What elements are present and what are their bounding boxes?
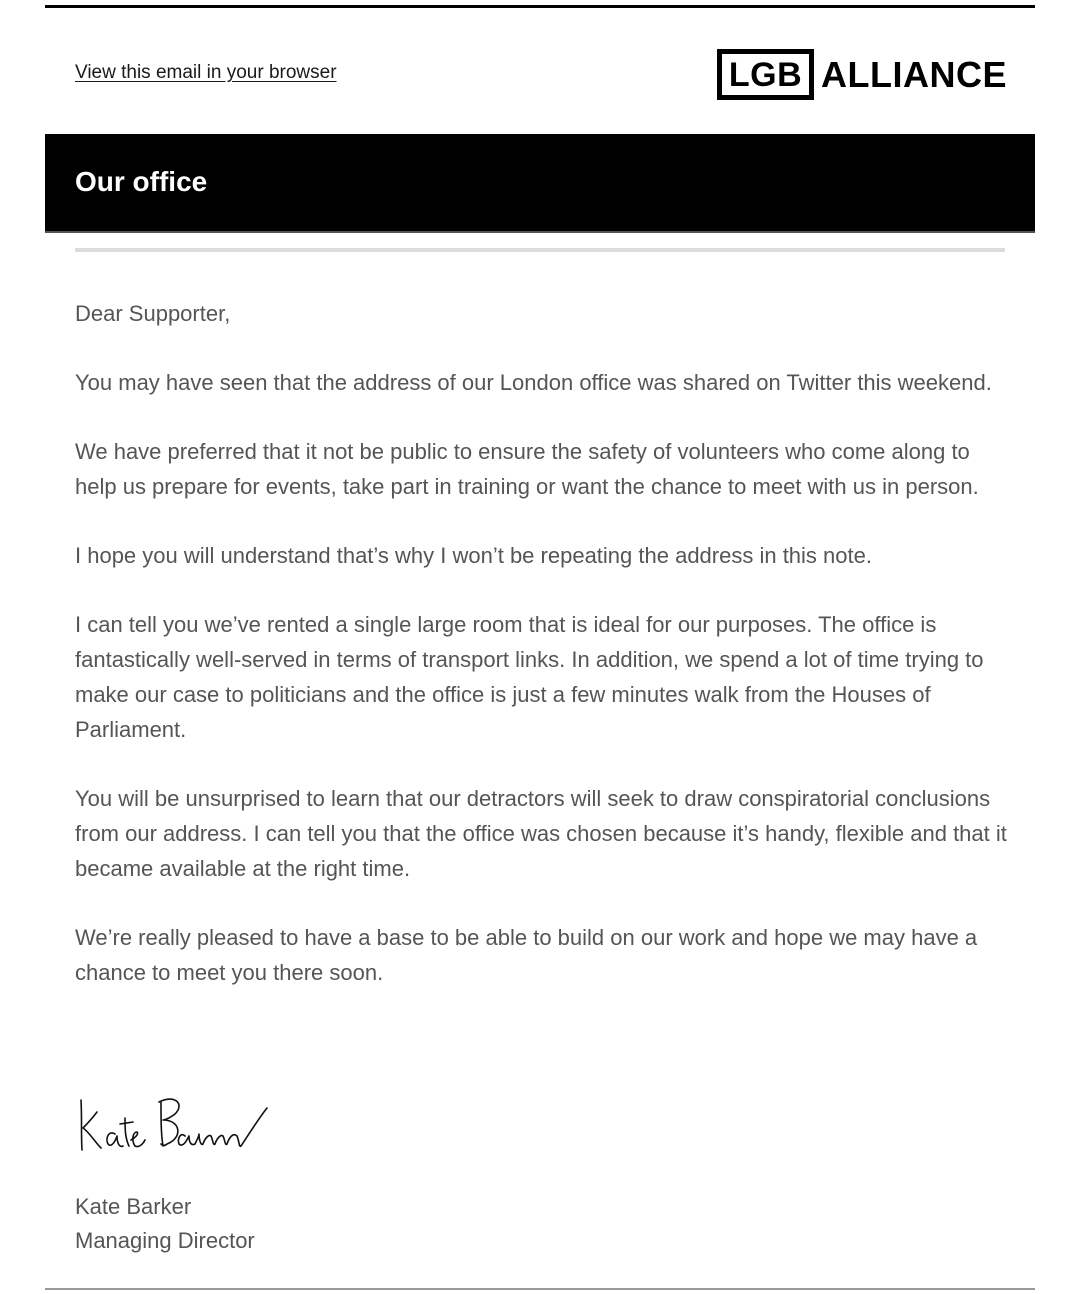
body-paragraph: I can tell you we’ve rented a single large room that is ideal for our purposes. The office is fantastically well-served in terms of transport links. In addition, we spend a lot of time trying to make our case to politicians and the office is just a few minutes walk from the Houses of Parliament.	[75, 612, 984, 742]
logo-box: LGB	[717, 49, 814, 100]
body-paragraph: I hope you will understand that’s why I won’t be repeating the address in this note.	[75, 543, 872, 568]
email-body	[75, 296, 1010, 1024]
view-in-browser-link[interactable]: View this email in your browser	[75, 62, 337, 83]
top-rule	[45, 5, 1035, 8]
handwritten-signature	[75, 1090, 275, 1160]
body-paragraph: You may have seen that the address of our London office was shared on Twitter this weekend.	[75, 370, 992, 395]
email-container	[45, 0, 1035, 1294]
divider	[75, 248, 1005, 252]
body-paragraph: We have preferred that it not be public to ensure the safety of volunteers who come along to help us prepare for events, take part in training or want the chance to meet with us in person.	[75, 439, 979, 499]
greeting: Dear Supporter,	[75, 301, 231, 326]
signatory-name: Kate Barker	[75, 1194, 192, 1219]
body-paragraph: We’re really pleased to have a base to be able to build on our work and hope we may have a chance to meet you there soon.	[75, 925, 978, 985]
body-paragraph: You will be unsurprised to learn that our detractors will seek to draw conspiratorial conclusions from our address. I can tell you that the office was chosen because it’s handy, flexible and that it became available at the right time.	[75, 786, 1007, 881]
bottom-rule	[45, 1288, 1035, 1290]
lgb-alliance-logo[interactable]	[717, 49, 1007, 100]
page-title: Our office	[75, 166, 208, 197]
signatory-role: Managing Director	[75, 1228, 255, 1253]
title-banner	[45, 134, 1035, 233]
logo-word: ALLIANCE	[821, 53, 1007, 95]
